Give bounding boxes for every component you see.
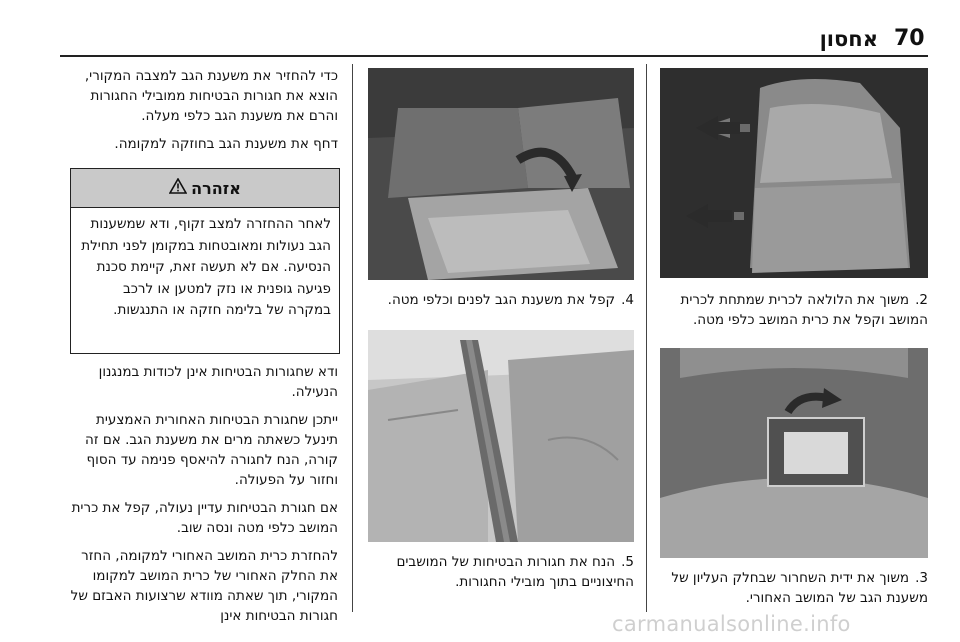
header-divider <box>60 55 928 57</box>
step-5-number: 5. <box>621 554 634 570</box>
warning-header <box>71 169 339 208</box>
column-divider-right <box>646 64 647 612</box>
figure-seat-cushion-fold <box>660 68 928 278</box>
section-title: אחסון <box>819 27 878 51</box>
watermark: carmanualsonline.info <box>612 612 851 636</box>
step-2-number: 2. <box>915 292 928 308</box>
step-3 <box>660 568 928 608</box>
step-2 <box>660 290 928 330</box>
warning-title: אזהרה <box>191 178 241 198</box>
warning-triangle-icon <box>169 178 187 198</box>
left-column-top <box>70 66 338 162</box>
push-paragraph: דחף את משענת הגב בחוזקה למקומה. <box>114 136 338 152</box>
step-5 <box>368 552 634 592</box>
intro-paragraph: כדי להחזיר את משענת הגב למצבה המקורי, הוצא את חגורות הבטיחות ממובילי החגורות והרם את משענת הגב כלפי מעלה. <box>84 68 338 124</box>
step-4 <box>368 290 634 310</box>
step-3-text: משוך את ידית השחרור שבחלק העליון של משענת הגב של המושב האחורי. <box>671 570 928 606</box>
folded-paragraph: אם חגורת הבטיחות עדיין נעולה, קפל את כרית המושב כלפי מטה ונסה שוב. <box>71 500 338 536</box>
return-paragraph: להחזרת כרית המושב האחורי למקומה, החזר את החלק האחורי של כרית המושב למקומו המקורי, תוך שאתה מוודא שרצועות האבזם של חגורות הבטיחות אינן <box>70 548 338 624</box>
page-number: 70 <box>894 26 925 51</box>
check-paragraph: ודא שחגורות הבטיחות אינן לכודות במנגנון הנעילה. <box>98 364 338 400</box>
warning-box <box>70 168 340 354</box>
step-4-text: קפל את משענת הגב לפנים וכלפי מטה. <box>387 292 616 308</box>
page-header <box>0 0 960 56</box>
step-2-text: משוך את הלולאה לכרית שמתחת לכרית המושב וקפל את כרית המושב כלפי מטה. <box>680 292 928 328</box>
figure-seat-belt-guide <box>368 330 634 542</box>
step-5-text: הנח את חגורות הבטיחות של המושבים החיצוניים בתוך מובילי החגורות. <box>396 554 634 590</box>
figure-backrest-fold <box>368 68 634 280</box>
step-4-number: 4. <box>621 292 634 308</box>
left-column-bottom <box>70 362 338 634</box>
possible-paragraph: ייתכן שחגורת הבטיחות האחורית האמצעית תינעל כשאתה מרים את משענת הגב. אם זה קורה, הנח לחגורה להיאסף פנימה עד הסוף וחזור על הפעולה. <box>85 412 338 488</box>
figure-release-handle <box>660 348 928 558</box>
column-divider-left <box>352 64 353 612</box>
warning-text: לאחר ההחזרה למצב זקוף, ודא שמשענות הגב נעולות ומאובטחות במקומן לפני תחילת הנסיעה. אם לא תעשה זאת, קיימת סכנת פגיעה גופנית או נזק למטען או לרכב במקרה של בלימה חזקה או התנגשות. <box>81 216 331 318</box>
step-3-number: 3. <box>915 570 928 586</box>
